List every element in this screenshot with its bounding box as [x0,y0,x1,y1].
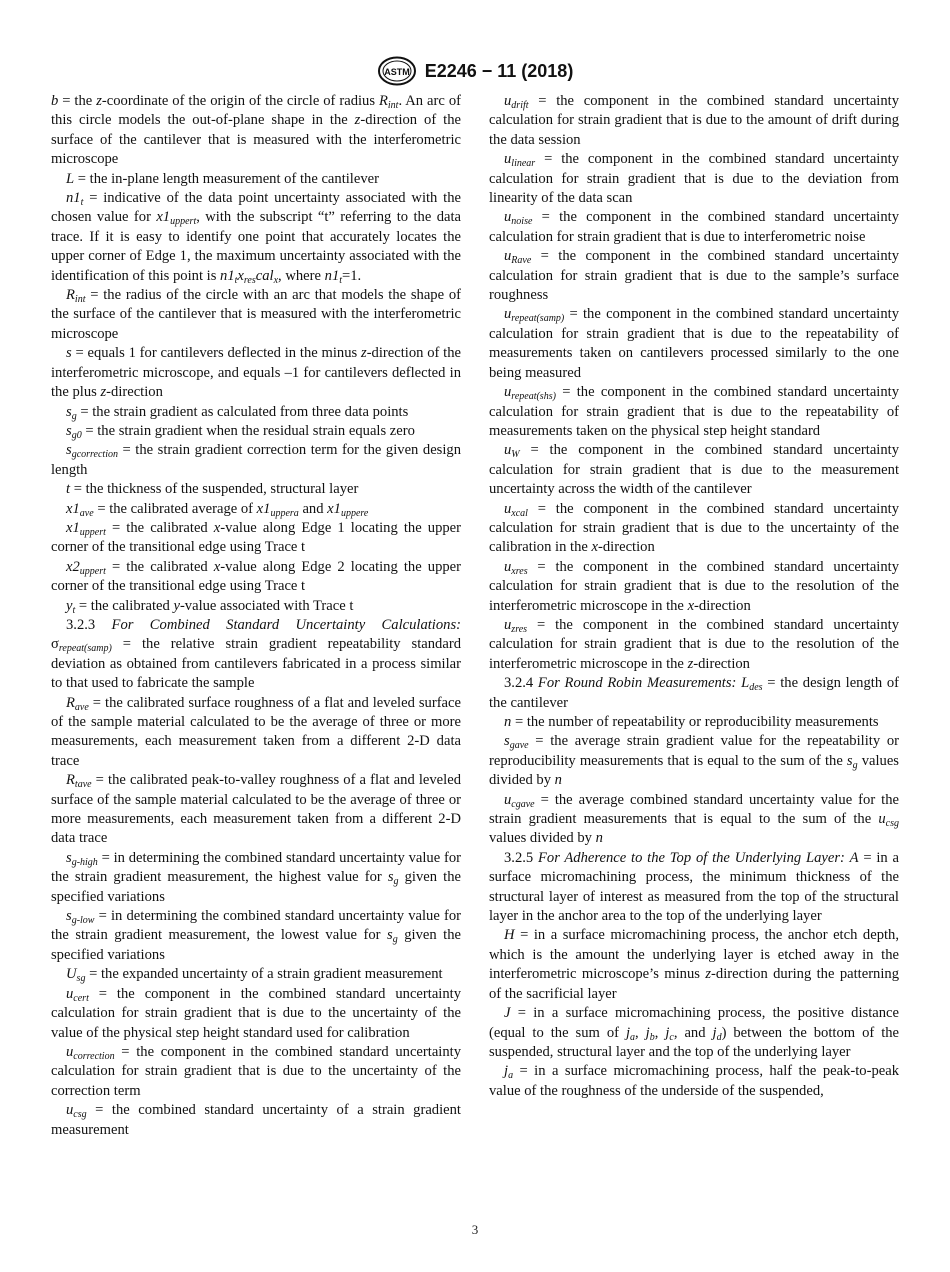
astm-logo-icon [377,56,417,86]
definition-sg0: $s_{g0}$ = the strain gradient when the residual strain equals zero [66,422,415,441]
definition-H: H = in a surface micromachining process, the anchor etch depth, which is the amount the underlying layer is etched away in the interferometric microscope’s minus z-direction during the patterning of the sacrificial layer [489,927,899,1002]
definition-sg-low: $s_{g-low}$ = in determining the combined standard uncertainty value for the strain gradient measurement, the lowest value for $s_g$ given the specified variations [51,908,461,963]
definition-n1t: $n1_t$ = indicative of the data point uncertainty associated with the chosen value for $x1_{uppert}$, with the subscript “t” referring to the data trace. If it is easy to identify one point that accurately locates the upper corner of Edge 1, the maximum uncertainty associated with the identification of this point is $n1_tx_{res}cal_x$, where $n1_t=1$. [51,190,461,286]
definition-J: J = in a surface micromachining process, the positive distance (equal to the sum of $j_a$, $j_b$, $j_c$, and $j_d$) between the bottom of the suspended, structural layer and the top of the underlying layer [489,1005,900,1060]
definition-uW: $u_W$ = the component in the combined standard uncertainty calculation for strain gradient that is due to the measurement uncertainty across the width of the cantilever [489,442,899,498]
section-3-2-5: 3.2.5 For Adherence to the Top of the Underlying Layer: A = in a surface micromachining process, the minimum thickness of the structural layer of interest as measured from the top of the structural layer in the anchor area to the top of the underlying layer [489,849,899,925]
definition-x1ave: $x1_{ave}$ = the calibrated average of $x1_{uppera}$ and $x1_{uppere}$ [66,500,369,519]
definition-Rtave: $R_{tave}$ = the calibrated peak-to-valley roughness of a flat and leveled surface of the sample material calculated to be the average of three or more measurements, each measurement taken from a different 2-D data trace [51,772,461,847]
definition-ja: $j_a$ = in a surface micromachining process, half the peak-to-peak value of the roughness of the underside of the suspended, [489,1063,899,1099]
definition-Rint: $R_{int}$ = the radius of the circle with an arc that models the shape of the surface of the cantilever that is measured with the interferometric microscope [51,287,461,342]
definition-ucgave: $u_{cgave}$ = the average combined standard uncertainty value for the strain gradient measurements that is equal to the sum of the $u_{csg}$ values divided by n [489,791,899,847]
section-3-2-4: 3.2.4 For Round Robin Measurements: $L_{des}$ = the design length of the cantilever [489,675,899,711]
definition-uxcal: $u_{xcal}$ = the component in the combined standard uncertainty calculation for strain gradient that is due to the uncertainty of the calibration in the x-direction [489,500,899,556]
definition-uzres: $u_{zres}$ = the component in the combined standard uncertainty calculation for strain gradient that is due to the resolution of the interferometric microscope in the z-direction [489,616,899,672]
definition-uxres: $u_{xres}$ = the component in the combined standard uncertainty calculation for strain gradient that is due to the resolution of the interferometric microscope in the x-direction [489,558,899,614]
definition-x2uppert: $x2_{uppert}$ = the calibrated x-value along Edge 2 locating the upper corner of the transitional edge using Trace t [51,558,461,595]
svg-text:ASTM: ASTM [383,67,410,77]
page-header [0,56,950,86]
definition-urepeat-samp: $u_{repeat(samp)}$ = the component in the combined standard uncertainty calculation for strain gradient that is due to the repeatability of measurements taken on cantilevers processed similarly to the one being measured [489,306,899,381]
definition-ucert: $u_{cert}$ = the component in the combined standard uncertainty calculation for strain gradient that is due to the uncertainty of the value of the physical step height standard used for calibration [51,985,461,1041]
definition-udrift: $u_{drift}$ = the component in the combined standard uncertainty calculation for strain gradient that is due to the amount of drift during the data session [489,93,899,148]
definition-unoise: $u_{noise}$ = the component in the combined standard uncertainty calculation for strain gradient that is due to interferometric noise [489,209,899,245]
definition-ucsg: $u_{csg}$ = the combined standard uncertainty of a strain gradient measurement [51,1102,461,1138]
definition-L: L = the in-plane length measurement of the cantilever [66,170,379,187]
definition-ulinear: $u_{linear}$ = the component in the combined standard uncertainty calculation for strain gradient that is due to the deviation from linearity of the data scan [489,151,899,207]
definition-sg-high: $s_{g-high}$ = in determining the combined standard uncertainty value for the strain gradient measurement, the highest value for $s_g$ given the specified variations [51,849,461,905]
definition-yt: $y_t$ = the calibrated y-value associated with Trace t [66,597,354,616]
definition-ucorrection: $u_{correction}$ = the component in the combined standard uncertainty calculation for strain gradient that is due to the uncertainty of the correction term [51,1043,461,1099]
definition-Usg: $U_{sg}$ = the expanded uncertainty of a strain gradient measurement [66,966,443,985]
definition-t: t = the thickness of the suspended, structural layer [66,481,359,498]
definition-sg: $s_g$ = the strain gradient as calculated from three data points [66,403,409,422]
section-3-2-3: 3.2.3 For Combined Standard Uncertainty Calculations: $\sigma_{repeat(samp)}$ = the relative strain gradient repeatability standard deviation as obtained from cantilevers fabricated in a process similar to that used to fabricate the sample [51,616,461,692]
definition-s: s = equals 1 for cantilevers deflected in the minus z-direction of the interferometric microscope, and equals –1 for cantilevers deflected in the plus z-direction [51,345,461,401]
right-column [489,92,899,1101]
definition-Rave: $R_{ave}$ = the calibrated surface roughness of a flat and leveled surface of the sample material calculated to be the average of three or more measurements, each measurement taken from a different 2-D data trace [51,694,461,769]
definition-urepeat-shs: $u_{repeat(shs)}$ = the component in the combined standard uncertainty calculation for strain gradient that is due to the repeatability of measurements taken on the physical step height standard [489,384,899,439]
definition-sgcorrection: $s_{gcorrection}$ = the strain gradient correction term for the given design length [51,442,461,478]
definition-x1uppert: $x1_{uppert}$ = the calibrated x-value along Edge 1 locating the upper corner of the transitional edge using Trace t [51,519,461,556]
standard-designation: E2246 − 11 (2018) [424,60,574,81]
definition-uRave: $u_{Rave}$ = the component in the combined standard uncertainty calculation for strain gradient that is due to the sample’s surface roughness [489,248,899,304]
left-column [51,92,461,1140]
page-number: 3 [471,1222,479,1237]
definition-n: n = the number of repeatability or reproducibility measurements [504,714,879,730]
definition-b: b = the z-coordinate of the origin of the circle of radius $R_{int}$. An arc of this circle models the out-of-plane shape in the z-direction of the surface of the cantilever that is measured with the interferometric microscope [51,93,461,168]
definition-sgave: $s_{gave}$ = the average strain gradient value for the repeatability or reproducibility measurements that is equal to the sum of the $s_g$ values divided by n [489,733,899,789]
